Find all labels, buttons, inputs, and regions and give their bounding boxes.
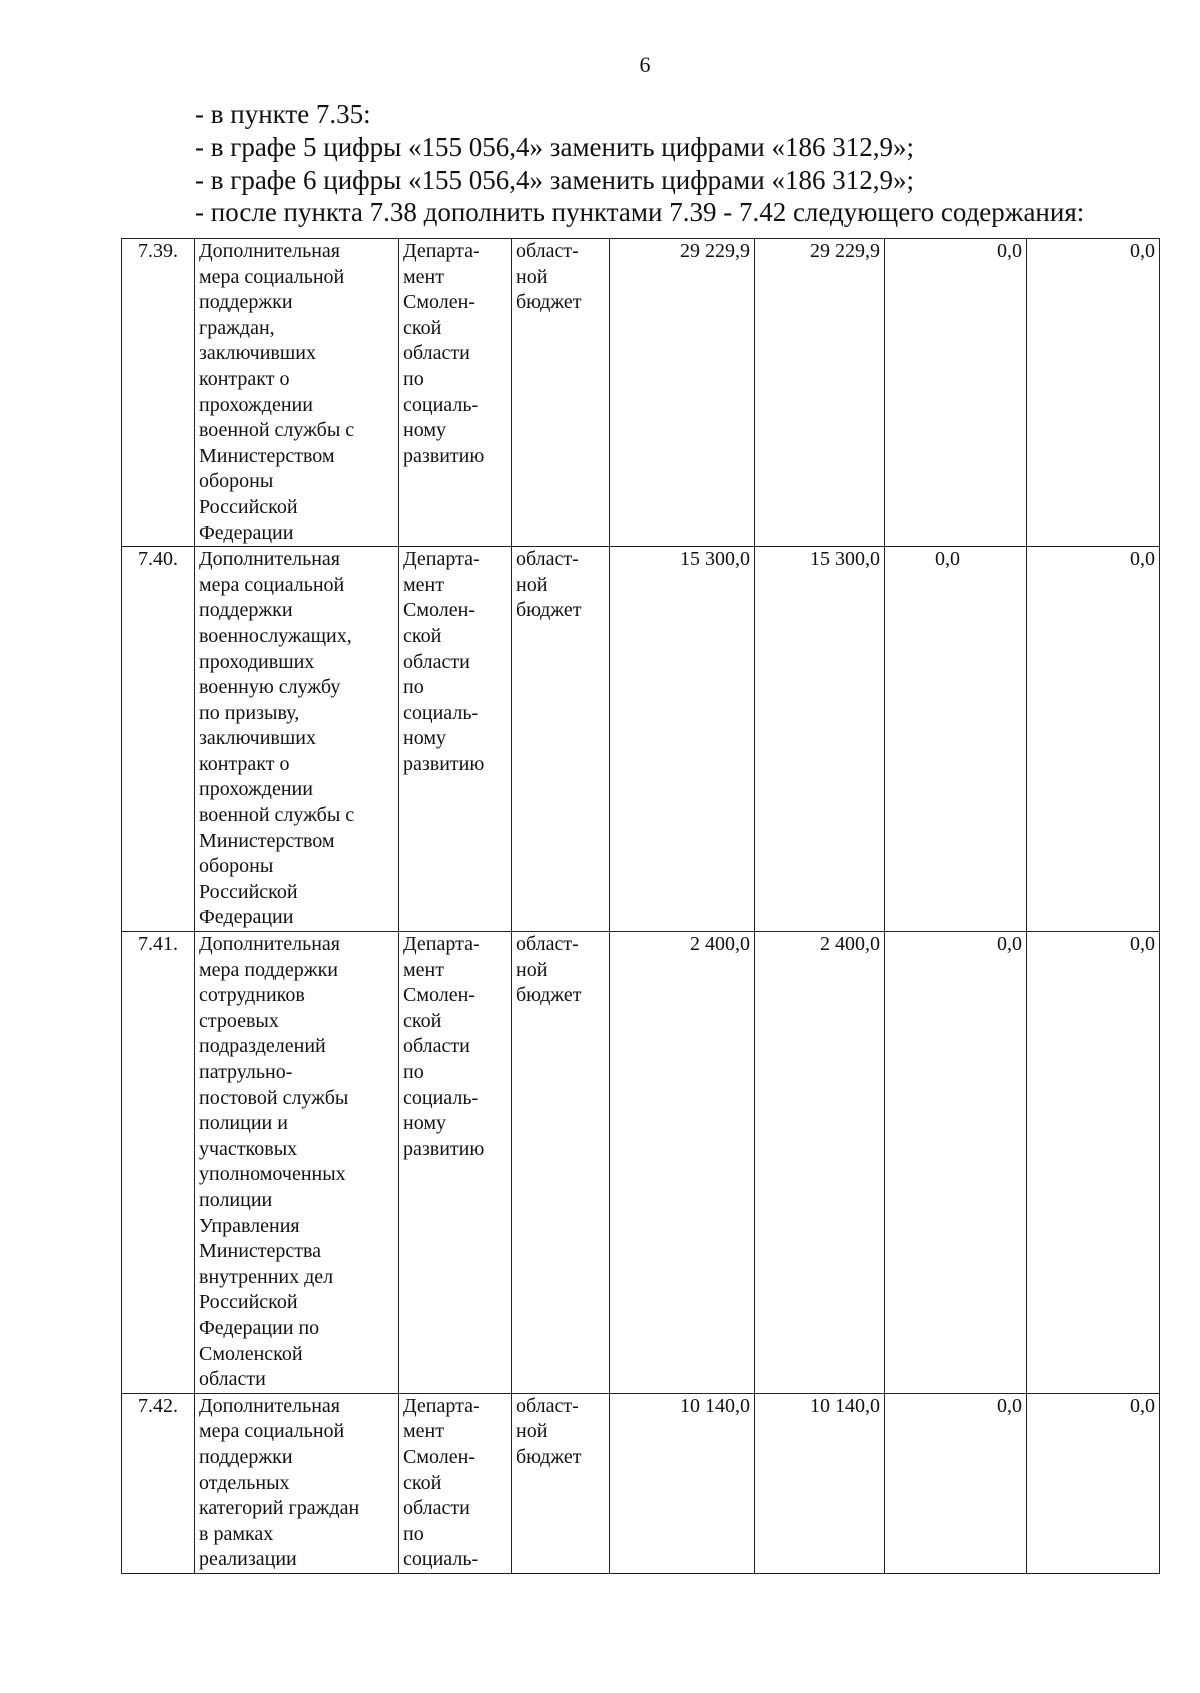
measures-table (121, 238, 1160, 1574)
row-number: 7.39. (122, 239, 195, 547)
total-amount-cell: 2 400,0 (610, 932, 755, 1394)
row-number: 7.40. (122, 547, 195, 932)
measure-description: Дополнительная мера поддержки сотрудников строевых подразделений патрульно- постовой службы полиции и участковых уполномоченных полиции Управления Министерства внутренних дел Российской Федерации по Смоленской области (195, 932, 399, 1394)
row-number: 7.42. (122, 1393, 195, 1573)
year1-amount-cell: 10 140,0 (755, 1393, 885, 1573)
year3-amount-cell: 0,0 (1027, 547, 1160, 932)
measure-description: Дополнительная мера социальной поддержки военнослужащих, проходивших военную службу по призыву, заключивших контракт о прохождении военной службы с Министерством обороны Российской Федерации (195, 547, 399, 932)
year2-amount-cell: 0,0 (885, 239, 1027, 547)
total-amount-cell: 29 229,9 (610, 239, 755, 547)
table-row (122, 547, 1160, 932)
year3-amount-cell: 0,0 (1027, 1393, 1160, 1573)
intro-line: - после пункта 7.38 дополнить пунктами 7.39 - 7.42 следующего содержания: (195, 197, 1085, 227)
funding-source-cell: област- ной бюджет (512, 239, 610, 547)
table-row (122, 1393, 1160, 1573)
year3-amount-cell: 0,0 (1027, 239, 1160, 547)
row-number: 7.41. (122, 932, 195, 1394)
year1-amount-cell: 29 229,9 (755, 239, 885, 547)
executor-cell: Департа- мент Смолен- ской области по социаль- (399, 1393, 512, 1573)
intro-line: - в пункте 7.35: (195, 99, 371, 129)
total-amount-cell: 10 140,0 (610, 1393, 755, 1573)
amendment-intro (195, 98, 1195, 227)
year1-amount-cell: 15 300,0 (755, 547, 885, 932)
intro-line: - в графе 5 цифры «155 056,4» заменить цифрами «186 312,9»; (195, 132, 914, 162)
executor-cell: Департа- мент Смолен- ской области по социаль- ному развитию (399, 547, 512, 932)
executor-cell: Департа- мент Смолен- ской области по социаль- ному развитию (399, 932, 512, 1394)
table-row (122, 239, 1160, 547)
year2-amount-cell: 0,0 (885, 1393, 1027, 1573)
executor-cell: Департа- мент Смолен- ской области по социаль- ному развитию (399, 239, 512, 547)
funding-source-cell: област- ной бюджет (512, 1393, 610, 1573)
year2-amount-cell: 0,0 (885, 547, 1027, 932)
year1-amount-cell: 2 400,0 (755, 932, 885, 1394)
year3-amount-cell: 0,0 (1027, 932, 1160, 1394)
year2-amount-cell: 0,0 (885, 932, 1027, 1394)
measure-description: Дополнительная мера социальной поддержки отдельных категорий граждан в рамках реализации (195, 1393, 399, 1573)
total-amount-cell: 15 300,0 (610, 547, 755, 932)
page-number: 6 (639, 52, 651, 77)
intro-line: - в графе 6 цифры «155 056,4» заменить цифрами «186 312,9»; (195, 165, 914, 195)
measure-description: Дополнительная мера социальной поддержки граждан, заключивших контракт о прохождении военной службы с Министерством обороны Российской Федерации (195, 239, 399, 547)
funding-source-cell: област- ной бюджет (512, 932, 610, 1394)
table-row (122, 932, 1160, 1394)
funding-source-cell: област- ной бюджет (512, 547, 610, 932)
